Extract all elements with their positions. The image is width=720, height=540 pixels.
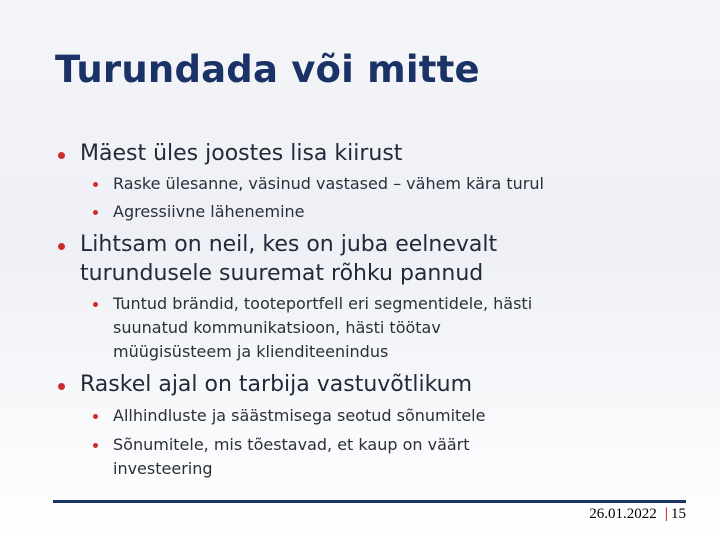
page-number: 15 <box>671 506 686 522</box>
sub-bullet-marker <box>93 443 98 448</box>
bullet-2-sub-1-line-2: suunatud kommunikatsioon, hästi töötav <box>113 318 441 337</box>
sub-bullet-marker <box>93 302 98 307</box>
sub-bullet-marker <box>93 182 98 187</box>
sub-bullet-marker <box>93 210 98 215</box>
bullet-2-line-2: turundusele suuremat rõhku pannud <box>80 261 484 286</box>
bullet-2-line-1: Lihtsam on neil, kes on juba eelnevalt <box>80 232 498 257</box>
bullet-2-sub-1-line-1: Tuntud brändid, tooteportfell eri segmentidele, hästi <box>113 294 533 313</box>
sub-bullet-marker <box>93 414 98 419</box>
bullet-marker <box>58 243 65 250</box>
slide-title: Turundada või mitte <box>55 48 480 91</box>
bullet-3-sub-1: Allhindluste ja säästmisega seotud sõnumitele <box>113 406 486 425</box>
bullet-2-sub-1-line-3: müügisüsteem ja klienditeenindus <box>113 342 389 361</box>
footer <box>589 506 686 523</box>
bullet-marker <box>58 383 65 390</box>
footer-date: 26.01.2022 <box>589 506 657 522</box>
footer-rule <box>53 500 686 503</box>
bullet-3-sub-2-line-2: investeering <box>113 459 213 478</box>
bullet-marker <box>58 152 65 159</box>
bullet-3-line-1: Raskel ajal on tarbija vastuvõtlikum <box>80 372 473 397</box>
bullet-1-sub-2: Agressiivne lähenemine <box>113 202 305 221</box>
bullet-1-sub-1: Raske ülesanne, väsinud vastased – vähem kära turul <box>113 174 544 193</box>
bullet-1-line-1: Mäest üles joostes lisa kiirust <box>80 141 403 166</box>
bullet-3-sub-2-line-1: Sõnumitele, mis tõestavad, et kaup on väärt <box>113 435 470 454</box>
footer-separator: | <box>664 506 668 522</box>
